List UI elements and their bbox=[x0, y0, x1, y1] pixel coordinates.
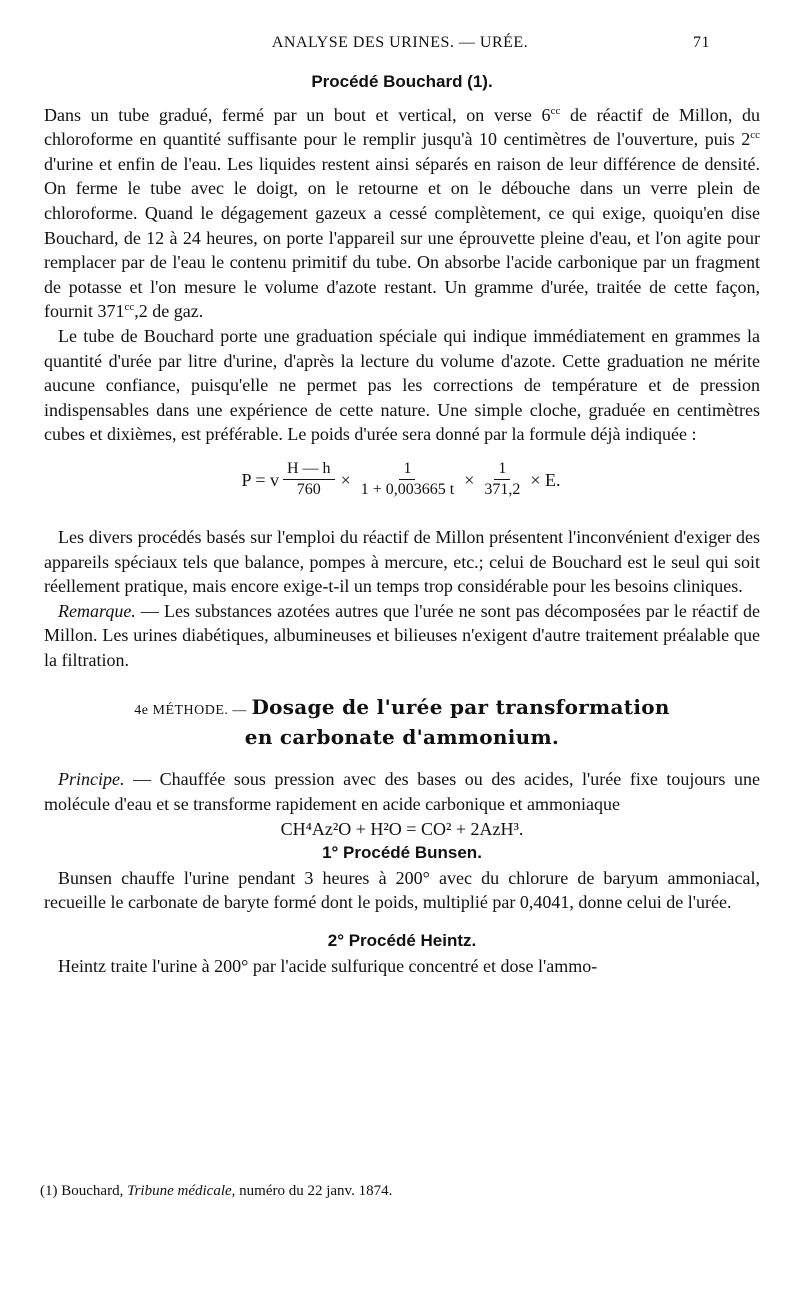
fraction-volume bbox=[480, 459, 524, 500]
method-heading bbox=[44, 694, 760, 751]
section-title-bouchard: Procédé Bouchard (1). bbox=[311, 72, 493, 91]
footnote bbox=[40, 1183, 760, 1200]
footnote-text: Bouchard, bbox=[57, 1183, 128, 1199]
fraction-numerator: 1 bbox=[494, 459, 510, 480]
fraction-numerator: 1 bbox=[399, 459, 415, 480]
paragraph-bouchard-tube: Le tube de Bouchard porte une graduation spéciale qui indique immédiatement en grammes la quantité d'urée par litre d'urine, d'après la lecture du volume d'azote. Cette graduation ne mérite aucune confiance, puisqu'elle ne permet pas les corrections de température et de pression indispensables dans une expérience de cette nature. Une simple cloche, graduée en centimètres cubes et dixièmes, est préférable. Le poids d'urée sera donné par la formule déjà indiquée : bbox=[44, 325, 760, 445]
fraction-denominator: 1 + 0,003665 t bbox=[360, 481, 455, 499]
formula-lhs: P = v bbox=[241, 469, 279, 490]
fraction-numerator: H — h bbox=[283, 459, 335, 480]
remark-text: — Les substances azotées autres que l'urée ne sont pas décomposées par le réactif de Millon. Les urines diabétiques, albumineuses et bilieuses n'exigent d'autre traitement préalable que la filtration. bbox=[44, 600, 760, 670]
formula bbox=[44, 455, 760, 505]
paragraph-bunsen: Bunsen chauffe l'urine pendant 3 heures à 200° avec du chlorure de baryum ammoniacal, recueille le carbonate de baryte formé dont le poids, multiplié par 0,4041, donne celui de l'urée. bbox=[44, 867, 760, 913]
paragraph-bouchard-procedure bbox=[44, 103, 760, 324]
section-title-bunsen: 1° Procédé Bunsen. bbox=[322, 843, 482, 863]
method-label: 4e MÉTHODE. — bbox=[134, 703, 247, 719]
running-header bbox=[0, 34, 800, 58]
chemical-equation: CH⁴Az²O + H²O = CO² + 2AzH³. bbox=[280, 818, 524, 839]
times-sign: × bbox=[340, 469, 351, 490]
superscript: cc bbox=[750, 129, 760, 142]
formula-tail: × E. bbox=[530, 469, 561, 490]
paragraph-millon-drawbacks: Les divers procédés basés sur l'emploi du réactif de Millon présentent l'inconvénient d'exiger des appareils spéciaux tels que balance, pompes à mercure, etc.; celui de Bouchard est le seul qui soit réellement pratique, mais encore exige-t-il un temps trop considérable pour les besoins cliniques. bbox=[44, 526, 760, 597]
superscript: cc bbox=[550, 104, 561, 117]
text-segment: d'urine et enfin de l'eau. Les liquides restent ainsi séparés en raison de leur différence de densité. On ferme le tube avec le doigt, on le retourne et on le débouche dans un verre plein de chloroforme. Quand le dégagement gazeux a cessé complètement, ce qui exige, quoiqu'en dise Bouchard, de 12 à 24 heures, on porte l'appareil sur une éprouvette pleine d'eau, et l'on agite pour remplacer par de l'eau le contenu primitif du tube. On absorbe l'acide carbonique par un fragment de potasse et l'on mesure le volume d'azote restant. Un gramme d'urée, traitée de cette façon, fournit 371 bbox=[44, 153, 760, 322]
running-title: ANALYSE DES URINES. — URÉE. bbox=[271, 34, 529, 51]
principle-text: — Chauffée sous pression avec des bases ou des acides, l'urée fixe toujours une molécule d'eau et se transforme rapidement en acide carbonique et ammoniaque bbox=[44, 769, 760, 815]
text-segment: de réactif de Millon, du chloroforme en quantité suffisante pour le remplir jusqu'à 10 centimètres de l'ouverture, puis 2 bbox=[44, 104, 760, 150]
text-segment: ,2 de gaz. bbox=[134, 301, 204, 322]
footnote-journal: Tribune médicale bbox=[127, 1183, 232, 1199]
text-segment: Dans un tube gradué, fermé par un bout et vertical, on verse 6 bbox=[44, 104, 551, 125]
section-title-heintz: 2° Procédé Heintz. bbox=[327, 931, 477, 951]
footnote-marker: (1) bbox=[40, 1183, 58, 1199]
principle-label: Principe. bbox=[58, 769, 125, 790]
remark-label: Remarque. bbox=[58, 600, 136, 621]
paragraph-remark bbox=[44, 599, 760, 673]
main-text bbox=[44, 70, 760, 978]
superscript: cc bbox=[124, 301, 135, 314]
fraction-temperature bbox=[357, 459, 458, 500]
method-title-line2: en carbonate d'ammonium. bbox=[244, 725, 560, 750]
page-number: 71 bbox=[693, 34, 710, 51]
footnote-text-end: , numéro du 22 janv. 1874. bbox=[231, 1183, 393, 1199]
fraction-denominator: 760 bbox=[296, 481, 321, 499]
fraction-denominator: 371,2 bbox=[484, 481, 521, 499]
paragraph-principle bbox=[44, 767, 760, 816]
times-sign: × bbox=[464, 469, 475, 490]
method-title-line1: Dosage de l'urée par transformation bbox=[251, 695, 670, 720]
paragraph-heintz: Heintz traite l'urine à 200° par l'acide sulfurique concentré et dose l'ammo- bbox=[58, 955, 598, 976]
fraction-pressure bbox=[283, 459, 335, 500]
